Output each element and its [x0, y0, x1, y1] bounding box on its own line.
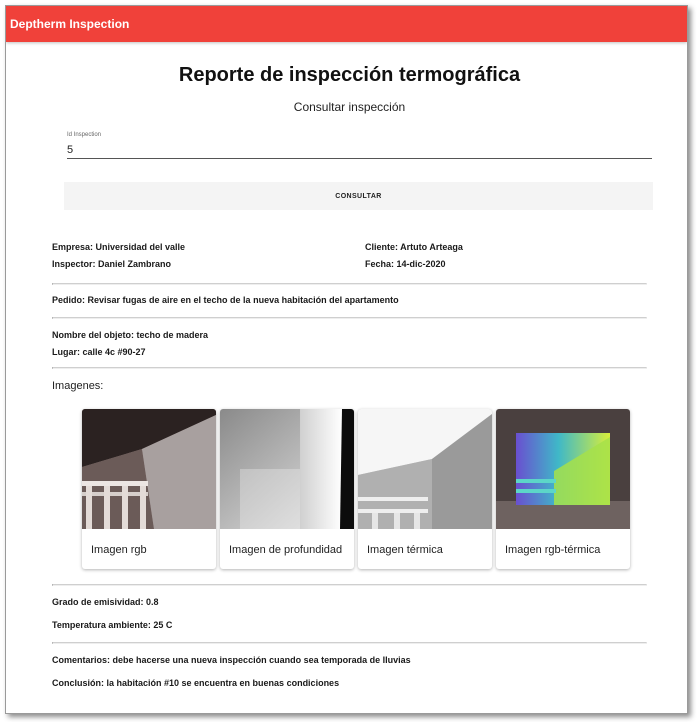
id-inspection-field: [67, 131, 652, 159]
images-heading: Imagenes:: [52, 380, 104, 392]
id-inspection-label: Id Inspection: [67, 132, 102, 138]
fecha-text: Fecha: 14-dic-2020: [365, 259, 446, 269]
comentarios-text: Comentarios: debe hacerse una nueva inspección cuando sea temporada de lluvias: [52, 655, 411, 665]
divider: [52, 317, 647, 319]
page-subtitle: Consultar inspección: [293, 100, 406, 114]
thermal-image: [358, 409, 492, 529]
rgb-thermal-image: [496, 409, 630, 529]
inspector-text: Inspector: Daniel Zambrano: [52, 259, 172, 269]
image-card-title: Imagen térmica: [367, 544, 443, 556]
divider: [52, 367, 647, 369]
id-inspection-input[interactable]: [67, 142, 652, 158]
image-card-rgb[interactable]: [82, 409, 216, 569]
nombre-objeto-text: Nombre del objeto: techo de madera: [52, 330, 209, 340]
divider: [52, 283, 647, 285]
inspection-info: [52, 239, 647, 273]
conclusion-text: Conclusión: la habitación #10 se encuentra en buenas condiciones: [52, 678, 340, 688]
report-content: [6, 61, 687, 695]
objeto-block: [52, 327, 647, 361]
image-card-title: Imagen de profundidad: [229, 544, 343, 556]
app-title: Deptherm Inspection: [10, 17, 130, 31]
depth-image: [220, 409, 354, 529]
image-card-rgb-thermal[interactable]: [496, 409, 630, 569]
page-title: Reporte de inspección termográfica: [178, 64, 521, 86]
temperatura-text: Temperatura ambiente: 25 C: [52, 620, 173, 630]
emisividad-text: Grado de emisividad: 0.8: [52, 597, 159, 607]
image-card-depth[interactable]: [220, 409, 354, 569]
cliente-text: Cliente: Artuto Arteaga: [365, 242, 463, 252]
image-card-title: Imagen rgb-térmica: [505, 544, 601, 556]
app-bar: [6, 6, 687, 42]
empresa-text: Empresa: Universidad del valle: [52, 242, 186, 252]
divider: [52, 584, 647, 586]
params-block: [52, 591, 647, 637]
rgb-image: [82, 409, 216, 529]
consultar-button[interactable]: CONSULTAR: [64, 182, 653, 210]
info-right-column: [365, 239, 463, 273]
info-left-column: [52, 239, 365, 273]
image-gallery: [82, 409, 647, 569]
pedido-text: Pedido: Revisar fugas de aire en el techo de la nueva habitación del apartamento: [52, 295, 399, 305]
lugar-text: Lugar: calle 4c #90-27: [52, 347, 146, 357]
image-card-thermal[interactable]: [358, 409, 492, 569]
notes-block: [52, 649, 647, 695]
image-card-title: Imagen rgb: [91, 544, 147, 556]
divider: [52, 642, 647, 644]
app-window: [5, 5, 688, 714]
